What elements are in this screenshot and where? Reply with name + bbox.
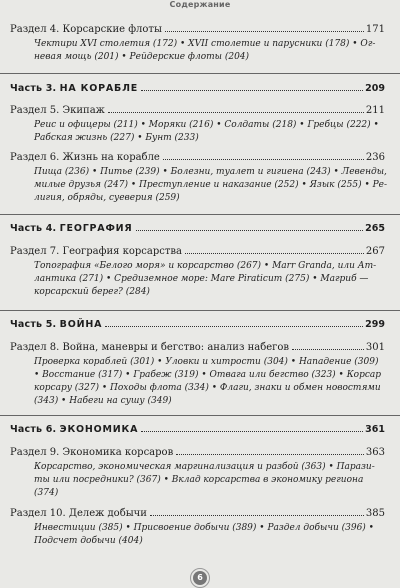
part-3-rule: [0, 73, 400, 74]
section-page: 171: [365, 24, 385, 35]
section-page: 385: [365, 508, 385, 519]
dot-leader: [141, 90, 363, 91]
part-label: Часть 3.: [10, 83, 57, 94]
dot-leader: [150, 515, 364, 516]
dot-leader: [176, 454, 364, 455]
part-name: ЭКОНОМИКА: [59, 424, 139, 435]
toc-section-8[interactable]: [10, 342, 385, 354]
entry-line: Рабская жизнь (227) • Бунт (233): [34, 133, 199, 143]
entry-line: лигия, обряды, суеверия (259): [34, 193, 180, 203]
dot-leader: [292, 349, 364, 350]
section-9-entries: [34, 461, 384, 500]
entry-line: невая мощь (201) • Рейдерские флоты (204): [34, 52, 250, 62]
page-number: 6: [193, 571, 207, 585]
part-label: Часть 5.: [10, 319, 57, 330]
section-page: 211: [365, 105, 385, 116]
entry-line: Реис и офицеры (211) • Моряки (216) • Солдаты (218) • Гребцы (222) •: [34, 120, 379, 130]
section-page: 267: [365, 246, 385, 257]
entry-line: Подсчет добычи (404): [34, 536, 143, 546]
part-label: Часть 4.: [10, 223, 57, 234]
section-page: 363: [365, 447, 385, 458]
part-name: ВОЙНА: [59, 319, 103, 330]
part-label: Часть 6.: [10, 424, 57, 435]
entry-line: (374): [34, 488, 59, 498]
entry-line: лантика (271) • Средиземное море: Mare Piraticum (275) • Магриб —: [34, 274, 369, 284]
section-7-entries: [34, 260, 384, 299]
entry-line: Инвестиции (385) • Присвоение добычи (389) • Раздел добычи (396) •: [34, 523, 374, 533]
section-label: Раздел 9. Экономика корсаров: [10, 447, 174, 458]
toc-part-3[interactable]: [10, 83, 385, 95]
part-name: ГЕОГРАФИЯ: [59, 223, 133, 234]
part-6-rule: [0, 415, 400, 416]
toc-part-4[interactable]: [10, 223, 385, 235]
part-page: 265: [365, 223, 385, 234]
entry-line: корсару (327) • Походы флота (334) • Флаги, знаки и обмен новостями: [34, 383, 381, 393]
toc-section-7[interactable]: [10, 246, 385, 258]
section-page: 301: [365, 342, 385, 353]
entry-line: Корсарство, экономическая маргинализация и разбой (363) • Парази-: [34, 462, 375, 472]
section-8-entries: [34, 356, 384, 408]
entry-line: корсарский берег? (284): [34, 287, 150, 297]
part-name: НА КОРАБЛЕ: [59, 83, 139, 94]
entry-line: • Восстание (317) • Грабеж (319) • Отвага или бегство (323) • Корсар: [34, 370, 382, 380]
dot-leader: [105, 326, 363, 327]
section-label: Раздел 4. Корсарские флоты: [10, 24, 162, 35]
dot-leader: [108, 112, 364, 113]
entry-line: (343) • Набеги на сушу (349): [34, 396, 172, 406]
part-page: 361: [365, 424, 385, 435]
toc-section-6[interactable]: [10, 152, 385, 164]
part-page: 299: [365, 319, 385, 330]
section-6-entries: [34, 166, 388, 205]
entry-line: милые друзья (247) • Преступление и наказание (252) • Язык (255) • Ре-: [34, 180, 388, 190]
running-head: Содержание: [169, 0, 231, 9]
entry-line: Чектири XVI столетия (172) • XVII столетие и парусники (178) • Ог-: [34, 39, 376, 49]
part-page: 209: [365, 83, 385, 94]
dot-leader: [163, 159, 364, 160]
toc-section-5[interactable]: [10, 105, 385, 117]
entry-line: Топография «Белого моря» и корсарство (267) • Marr Granda, или Ат-: [34, 261, 377, 271]
section-label: Раздел 6. Жизнь на корабле: [10, 152, 160, 163]
dot-leader: [165, 31, 364, 32]
entry-line: ты или посредники? (367) • Вклад корсарства в экономику региона: [34, 475, 364, 485]
section-page: 236: [365, 152, 385, 163]
toc-part-5[interactable]: [10, 319, 385, 331]
toc-section-4[interactable]: [10, 24, 385, 36]
section-label: Раздел 10. Дележ добычи: [10, 508, 147, 519]
part-5-rule: [0, 310, 400, 311]
dot-leader: [136, 230, 364, 231]
dot-leader: [141, 431, 363, 432]
toc-part-6[interactable]: [10, 424, 385, 436]
part-4-rule: [0, 214, 400, 215]
toc-section-10[interactable]: [10, 508, 385, 520]
section-4-entries: [34, 38, 384, 64]
section-5-entries: [34, 119, 384, 145]
toc-section-9[interactable]: [10, 447, 385, 459]
section-10-entries: [34, 522, 384, 548]
entry-line: Проверка кораблей (301) • Уловки и хитрости (304) • Нападение (309): [34, 357, 379, 367]
section-label: Раздел 7. География корсарства: [10, 246, 182, 257]
dot-leader: [185, 253, 364, 254]
entry-line: Пища (236) • Питье (239) • Болезни, туалет и гигиена (243) • Левенды,: [34, 167, 387, 177]
section-label: Раздел 8. Война, маневры и бегство: анализ набегов: [10, 342, 290, 353]
section-label: Раздел 5. Экипаж: [10, 105, 105, 116]
